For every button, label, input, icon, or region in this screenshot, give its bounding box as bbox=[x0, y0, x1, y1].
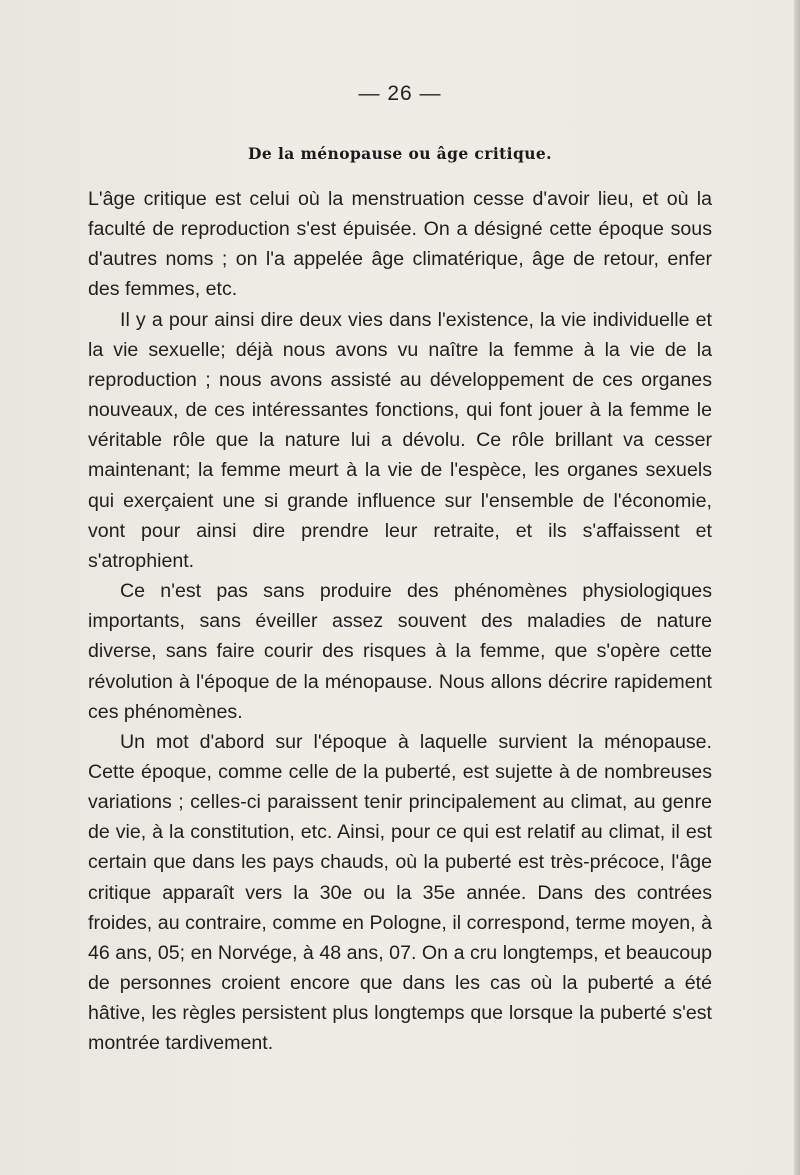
paragraph-3: Ce n'est pas sans produire des phénomènes physiologiques importants, sans éveiller assez souvent des maladies de nature diverse, sans faire courir des risques à la femme, que s'opère cette révolution à l'époque de la ménopause. Nous allons décrire rapidement ces phénomènes. bbox=[88, 580, 712, 723]
page-number: — 26 — bbox=[358, 82, 442, 105]
paragraph-4: Un mot d'abord sur l'époque à laquelle survient la ménopause. Cette époque, comme celle de la puberté, est sujette à de nombreuses variations ; celles-ci paraissent tenir principalement au climat, au genre de vie, à la constitution, etc. Ainsi, pour ce qui est relatif au climat, il est certain que dans les pays chauds, où la puberté est très-précoce, l'âge critique apparaît vers la 30e ou la 35e année. Dans des contrées froides, au contraire, comme en Pologne, il correspond, terme moyen, à 46 ans, 05; en Norvége, à 48 ans, 07. On a cru longtemps, et beaucoup de personnes croient encore que dans les cas où la puberté a été hâtive, les règles persistent plus longtemps que lorsque la puberté s'est montrée tardivement. bbox=[88, 730, 712, 1055]
paragraph-2: Il y a pour ainsi dire deux vies dans l'existence, la vie individuelle et la vie sexuelle; déjà nous avons vu naître la femme à la vie de la reproduction ; nous avons assisté au développement de ces organes nouveaux, de ces intéressantes fonctions, qui font jouer à la femme le véritable rôle que la nature lui a dévolu. Ce rôle brillant va cesser maintenant; la femme meurt à la vie de l'espèce, les organes sexuels qui exerçaient une si grande influence sur l'ensemble de l'économie, vont pour ainsi dire prendre leur retraite, et ils s'affaissent et s'atrophient. bbox=[88, 308, 712, 572]
page-edge-shadow bbox=[794, 0, 800, 1175]
body-text bbox=[88, 184, 712, 1059]
paragraph-1: L'âge critique est celui où la menstruation cesse d'avoir lieu, et où la faculté de reproduction s'est épuisée. On a désigné cette époque sous d'autres noms ; on l'a appelée âge climatérique, âge de retour, enfer des femmes, etc. bbox=[88, 188, 712, 301]
chapter-heading: De la ménopause ou âge critique. bbox=[248, 144, 552, 163]
